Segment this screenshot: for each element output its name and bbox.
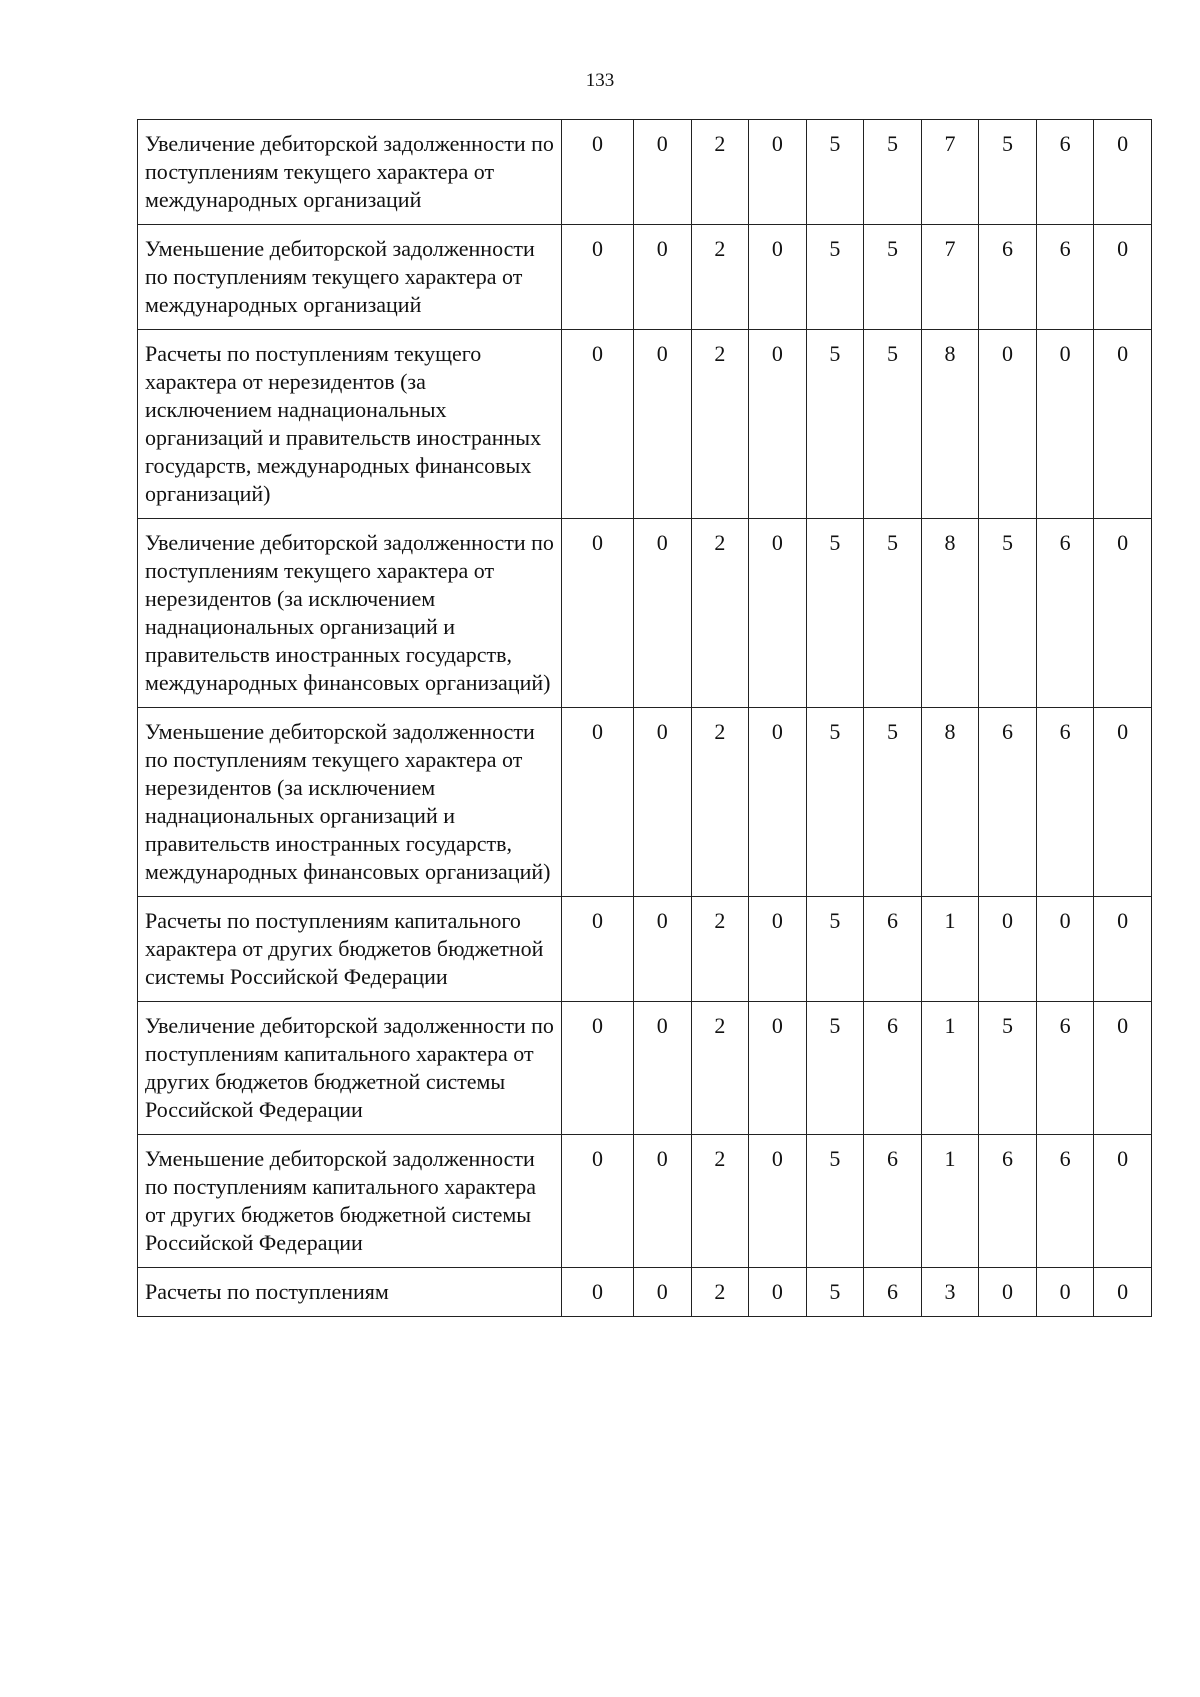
code-digit-cell: 5 <box>864 330 922 519</box>
code-digit-cell: 0 <box>749 1268 807 1317</box>
code-digit-cell: 0 <box>634 330 692 519</box>
code-digit-cell: 6 <box>1036 120 1094 225</box>
code-digit-cell: 0 <box>562 225 634 330</box>
code-digit-cell: 5 <box>864 120 922 225</box>
code-digit-cell: 0 <box>1094 1268 1152 1317</box>
table-row <box>138 1268 1152 1317</box>
code-digit-cell: 7 <box>921 120 979 225</box>
code-digit-cell: 0 <box>749 897 807 1002</box>
code-digit-cell: 2 <box>691 1268 749 1317</box>
code-digit-cell: 0 <box>634 519 692 708</box>
code-digit-cell: 0 <box>749 1002 807 1135</box>
row-description: Расчеты по поступлениям <box>138 1268 562 1317</box>
code-digit-cell: 2 <box>691 708 749 897</box>
code-digit-cell: 0 <box>1036 1268 1094 1317</box>
code-digit-cell: 0 <box>634 708 692 897</box>
code-digit-cell: 0 <box>562 897 634 1002</box>
code-digit-cell: 0 <box>749 330 807 519</box>
code-digit-cell: 5 <box>806 519 864 708</box>
code-digit-cell: 5 <box>806 330 864 519</box>
code-digit-cell: 5 <box>806 897 864 1002</box>
code-digit-cell: 5 <box>979 519 1037 708</box>
code-digit-cell: 6 <box>1036 708 1094 897</box>
row-description: Увеличение дебиторской задолженности по поступлениям текущего характера от международных организаций <box>138 120 562 225</box>
code-digit-cell: 0 <box>749 1135 807 1268</box>
code-digit-cell: 0 <box>1036 897 1094 1002</box>
code-digit-cell: 1 <box>921 1002 979 1135</box>
code-digit-cell: 0 <box>562 1135 634 1268</box>
code-digit-cell: 0 <box>749 708 807 897</box>
code-digit-cell: 0 <box>1094 519 1152 708</box>
code-digit-cell: 0 <box>1094 225 1152 330</box>
code-digit-cell: 0 <box>749 120 807 225</box>
code-digit-cell: 0 <box>562 519 634 708</box>
code-digit-cell: 0 <box>634 1002 692 1135</box>
code-digit-cell: 0 <box>979 330 1037 519</box>
table-row <box>138 330 1152 519</box>
table-row <box>138 897 1152 1002</box>
code-digit-cell: 0 <box>634 120 692 225</box>
code-digit-cell: 8 <box>921 708 979 897</box>
code-digit-cell: 5 <box>979 120 1037 225</box>
code-digit-cell: 0 <box>1094 120 1152 225</box>
code-digit-cell: 0 <box>562 708 634 897</box>
code-digit-cell: 0 <box>1036 330 1094 519</box>
table-row <box>138 1002 1152 1135</box>
code-digit-cell: 1 <box>921 1135 979 1268</box>
code-digit-cell: 0 <box>749 225 807 330</box>
code-digit-cell: 2 <box>691 225 749 330</box>
code-digit-cell: 2 <box>691 897 749 1002</box>
code-digit-cell: 6 <box>864 897 922 1002</box>
code-digit-cell: 6 <box>864 1135 922 1268</box>
code-digit-cell: 6 <box>864 1002 922 1135</box>
code-digit-cell: 0 <box>1094 1135 1152 1268</box>
code-digit-cell: 5 <box>806 1135 864 1268</box>
code-digit-cell: 5 <box>864 225 922 330</box>
code-digit-cell: 5 <box>864 519 922 708</box>
code-digit-cell: 0 <box>562 330 634 519</box>
table-row <box>138 120 1152 225</box>
code-digit-cell: 2 <box>691 1002 749 1135</box>
code-digit-cell: 0 <box>634 897 692 1002</box>
code-digit-cell: 3 <box>921 1268 979 1317</box>
code-digit-cell: 5 <box>806 1002 864 1135</box>
code-digit-cell: 0 <box>979 1268 1037 1317</box>
account-codes-table <box>137 119 1152 1317</box>
row-description: Уменьшение дебиторской задолженности по поступлениям капитального характера от других бюджетов бюджетной системы Российской Федерации <box>138 1135 562 1268</box>
code-digit-cell: 7 <box>921 225 979 330</box>
code-digit-cell: 0 <box>562 1268 634 1317</box>
table-row <box>138 225 1152 330</box>
code-digit-cell: 0 <box>1094 1002 1152 1135</box>
table-row <box>138 1135 1152 1268</box>
code-digit-cell: 0 <box>1094 897 1152 1002</box>
code-digit-cell: 6 <box>979 1135 1037 1268</box>
row-description: Увеличение дебиторской задолженности по поступлениям текущего характера от нерезидентов (за исключением наднациональных организаций и правительств иностранных государств, международных финансовых организаций) <box>138 519 562 708</box>
code-digit-cell: 8 <box>921 330 979 519</box>
code-digit-cell: 5 <box>806 225 864 330</box>
code-digit-cell: 0 <box>1094 330 1152 519</box>
code-digit-cell: 0 <box>1094 708 1152 897</box>
code-digit-cell: 2 <box>691 519 749 708</box>
code-digit-cell: 2 <box>691 1135 749 1268</box>
code-digit-cell: 5 <box>864 708 922 897</box>
code-digit-cell: 6 <box>864 1268 922 1317</box>
code-digit-cell: 5 <box>806 120 864 225</box>
code-digit-cell: 0 <box>979 897 1037 1002</box>
code-digit-cell: 6 <box>1036 1135 1094 1268</box>
code-digit-cell: 8 <box>921 519 979 708</box>
row-description: Расчеты по поступлениям текущего характера от нерезидентов (за исключением наднациональных организаций и правительств иностранных государств, международных финансовых организаций) <box>138 330 562 519</box>
row-description: Расчеты по поступлениям капитального характера от других бюджетов бюджетной системы Российской Федерации <box>138 897 562 1002</box>
code-digit-cell: 5 <box>806 1268 864 1317</box>
table-row <box>138 519 1152 708</box>
table-row <box>138 708 1152 897</box>
code-digit-cell: 1 <box>921 897 979 1002</box>
code-digit-cell: 5 <box>979 1002 1037 1135</box>
code-digit-cell: 0 <box>562 1002 634 1135</box>
page-number: 133 <box>585 70 615 91</box>
code-digit-cell: 6 <box>1036 1002 1094 1135</box>
row-description: Уменьшение дебиторской задолженности по поступлениям текущего характера от нерезидентов (за исключением наднациональных организаций и правительств иностранных государств, международных финансовых организаций) <box>138 708 562 897</box>
code-digit-cell: 6 <box>1036 519 1094 708</box>
code-digit-cell: 2 <box>691 330 749 519</box>
code-digit-cell: 0 <box>749 519 807 708</box>
row-description: Увеличение дебиторской задолженности по поступлениям капитального характера от других бюджетов бюджетной системы Российской Федерации <box>138 1002 562 1135</box>
code-digit-cell: 0 <box>562 120 634 225</box>
code-digit-cell: 6 <box>979 708 1037 897</box>
code-digit-cell: 2 <box>691 120 749 225</box>
row-description: Уменьшение дебиторской задолженности по поступлениям текущего характера от международных организаций <box>138 225 562 330</box>
code-digit-cell: 0 <box>634 1135 692 1268</box>
code-digit-cell: 0 <box>634 225 692 330</box>
code-digit-cell: 6 <box>1036 225 1094 330</box>
code-digit-cell: 5 <box>806 708 864 897</box>
code-digit-cell: 6 <box>979 225 1037 330</box>
code-digit-cell: 0 <box>634 1268 692 1317</box>
